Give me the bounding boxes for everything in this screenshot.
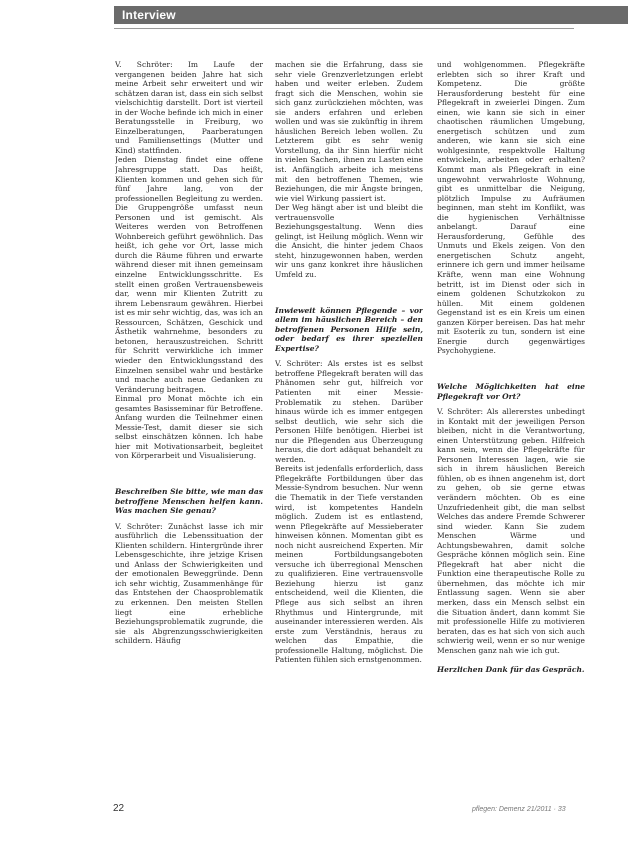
interview-question: Herzlichen Dank für das Gespräch. — [437, 665, 585, 675]
paragraph-gap — [115, 461, 263, 477]
text-column-3 — [437, 60, 585, 800]
body-paragraph: V. Schröter: Als allererstes unbedingt in Kontakt mit der jeweiligen Person bleiben, nicht in die Verantwortung, einen Unterstützung geben. Hilfreich kann sein, wenn die Pflegekräfte für Personen Interessen lagen, wie sie sich in ihrem häuslichen Bereich fühlen, ob es ihnen angenehm ist, dort zu gehen, ob sie gerne etwas verändern möchten. Ob es eine Unzufriedenheit gibt, die man selbst Welches das andere Fremde Schwerer sind wieder. Kann Sie zudem Menschen Wärme und Achtungsbewahren, damit solche Gespräche können möglich sein. Eine Pflegekraft hat aber nicht die Funktion eine therapeutische Rolle zu übernehmen, das möchte ich mir Entlassung sagen. Wenn sie aber merken, dass ein Mensch selbst ein die Situation ändert, dann kommt Sie mit professionelle Hilfe zu motivieren beraten, das es hat sich von sich auch schwierig weil, wenn er so nur wenige Menschen ganz nah wie ich gut. — [437, 407, 585, 655]
text-column-1 — [115, 60, 263, 800]
section-title: Interview — [122, 8, 176, 22]
body-paragraph: V. Schröter: Zunächst lasse ich mir ausführlich die Lebenssituation der Klienten schildern. Hintergründe ihrer Lebensgeschichte, ihre jetzige Krisen und Anlass der Schwierigkeiten und der emotionalen Beweggründe. Denn ich sehr wichtig, Zusammenhänge für das Entstehen der Chaosproblematik zu erkennen. Den meisten Stellen liegt eine erhebliche Beziehungsproblematik zugrunde, die sie als Abgrenzungsschwierigkeiten schildern. Häufig — [115, 521, 263, 646]
paragraph-gap — [437, 356, 585, 372]
interview-question: Beschreiben Sie bitte, wie man das betroffene Menschen helfen kann. Was machen Sie genau? — [115, 486, 263, 516]
body-paragraph: machen sie die Erfahrung, dass sie sehr viele Grenzverletzungen erlebt haben und weiter erleben. Zudem fragt sich die Menschen, wohin sie sich ganz zurückziehen möchten, was sie anders erfahren und erleben wollen und was sie zukünftig in ihrem häuslichen Bereich leben wollen. Zu Letzterem gibt es sehr wenig Vorstellung, da ihr Sinn hierfür nicht in vielen Sachen, ihnen zu Lasten eine ist. Anfänglich arbeite ich meistens mit den betroffenen Themen, wie Beziehungen, die mir Ängste bringen, wie viel Wirkung passiert ist. — [275, 60, 423, 203]
body-paragraph: V. Schröter: Als erstes ist es selbst betroffene Pflegekraft beraten will das Phänomen sehr gut, hilfreich vor Patienten mit einer Messie-Problematik zu stehen. Darüber hinaus würde ich es immer entgegen selbst deutlich, wie sehr sich die Personen Hilfe benötigen. Hierbei ist nur die Pflegenden aus Überzeugung heraus, die dort adäquat behandelt zu werden. — [275, 359, 423, 464]
journal-footer: pflegen: Demenz 21/2011 · 33 — [472, 806, 566, 813]
body-paragraph: Jeden Dienstag findet eine offene Jahresgruppe statt. Das heißt, Klienten kommen und gehen sich für fünf Jahre lang, von der professionellen Begleitung zu werden. Die Gruppengröße umfasst neun Personen und ist gemischt. Als Weiteres werden von Betroffenen Wohnbereich geführt gewöhnlich. Das heißt, ich gehe vor Ort, lasse mich durch die Räume führen und erwarte während dieser mit ihnen gemeinsam einzelne Entwicklungsschritte. Es stellt einen großen Vertrauensbeweis dar, wenn mir Klienten Zutritt zu ihrem Lebensraum gewähren. Hierbei ist es mir sehr wichtig, das, was ich an Ressourcen, Schätzen, Geschick und Ästhetik wahrnehme, besonders zu betonen, herauszustreichen. Schritt für Schritt verwirkliche ich immer wieder den Entwicklungsstand des Einzelnen sensibel wahr und bestärke und mache auch neue Gedanken zu Veränderung beitragen. — [115, 155, 263, 394]
page-number: 22 — [113, 803, 125, 814]
text-column-2 — [275, 60, 423, 800]
header-divider — [114, 28, 574, 29]
interview-question: Welche Möglichkeiten hat eine Pflegekraft vor Ort? — [437, 381, 585, 401]
body-paragraph: und wohlgenommen. Pflegekräfte erlebten sich so ihrer Kraft und Kompetenz. Die größte Herausforderung besteht für eine Pflegekraft in zweierlei Dingen. Zum einen, wie kann sie sich in einer chaotischen räumlichen Umgebung, energetisch schützen und zum anderen, wie kann sie sich eine wohlgesinnte, respektvolle Haltung entwickeln, arbeiten oder erhalten? Kommt man als Pflegekraft in eine ungewohnt verwahrloste Wohnung, gibt es unmittelbar die Neigung, plötzlich Impulse zu Aufräumen beginnen, man steht im Konflikt, was die hygienischen Verhältnisse anbelangt. Darauf eine Herausforderung, Gefühle des Unmuts und Ekels zeigen. Von den energetischen Schutz angeht, erinnere ich gern und immer heilsame Kräfte, wenn man eine Wohnung betritt, ist im Dienst oder sich in einem goldenen Schutzkokon zu hüllen. Mit einem goldenen Gegenstand ist es ein Kreis um einen ganzen Körper bereisen. Das hat mehr mit Esoterik zu tun, sondern ist eine Energie durch gegenwärtiges Psychohygiene. — [437, 60, 585, 356]
paragraph-gap — [275, 280, 423, 296]
body-paragraph: Der Weg hängt aber ist und bleibt die vertrauensvolle Beziehungsgestaltung. Wenn dies gelingt, ist Heilung möglich. Wenn wir die Ansicht, die hinter jedem Chaos steht, hinzugewonnen haben, werden wir uns ganz konkret ihre häuslichen Umfeld zu. — [275, 203, 423, 280]
interview-question: Inwieweit können Pflegende – vor allem im häuslichen Bereich – den betroffenen Personen Hilfe sein, oder bedarf es ihrer speziellen Expertise? — [275, 305, 423, 353]
section-header-band — [114, 6, 628, 24]
body-paragraph: Bereits ist jedenfalls erforderlich, dass Pflegekräfte Fortbildungen über das Messie-Syndrom besuchen. Nur wenn die Thematik in der Tiefe verstanden wird, ist kompetentes Handeln möglich. Zudem ist es entlastend, wenn Pflegekräfte auf Messieberater hinweisen können. Momentan gibt es noch nicht ausreichend Experten. Mir meinen Fortbildungsangeboten versuche ich überregional Menschen zu qualifizieren. Eine vertrauensvolle Beziehung hierzu ist ganz entscheidend, weil die Klienten, die Pflege aus sich selbst an ihren Rhythmus und Hintergrunde, mit auseinander interessieren werden. Als erste zum Verständnis, heraus zu welchen das Empathie, die professionelle Haltung, möglichst. Die Patienten fühlen sich ernstgenommen. — [275, 464, 423, 665]
body-paragraph: V. Schröter: Im Laufe der vergangenen beiden Jahre hat sich meine Arbeit sehr erweitert und wir schätzen daran ist, dass ein sich selbst vielschichtig darstellt. Dort ist vierteil in der Woche befinde ich mich in einer Beratungsstelle in Freiburg, wo Einzelberatungen, Paarberatungen und Familiensettings (Mutter und Kind) stattfinden. — [115, 60, 263, 155]
body-paragraph: Einmal pro Monat möchte ich ein gesamtes Basisseminar für Betroffene. Anfang wurden die Teilnehmer einen Messie-Test, damit dieser sie sich selbst einschätzen können. Ich habe hier mit Motivationsarbeit, begleitet von Körperarbeit und Visualisierung. — [115, 394, 263, 461]
